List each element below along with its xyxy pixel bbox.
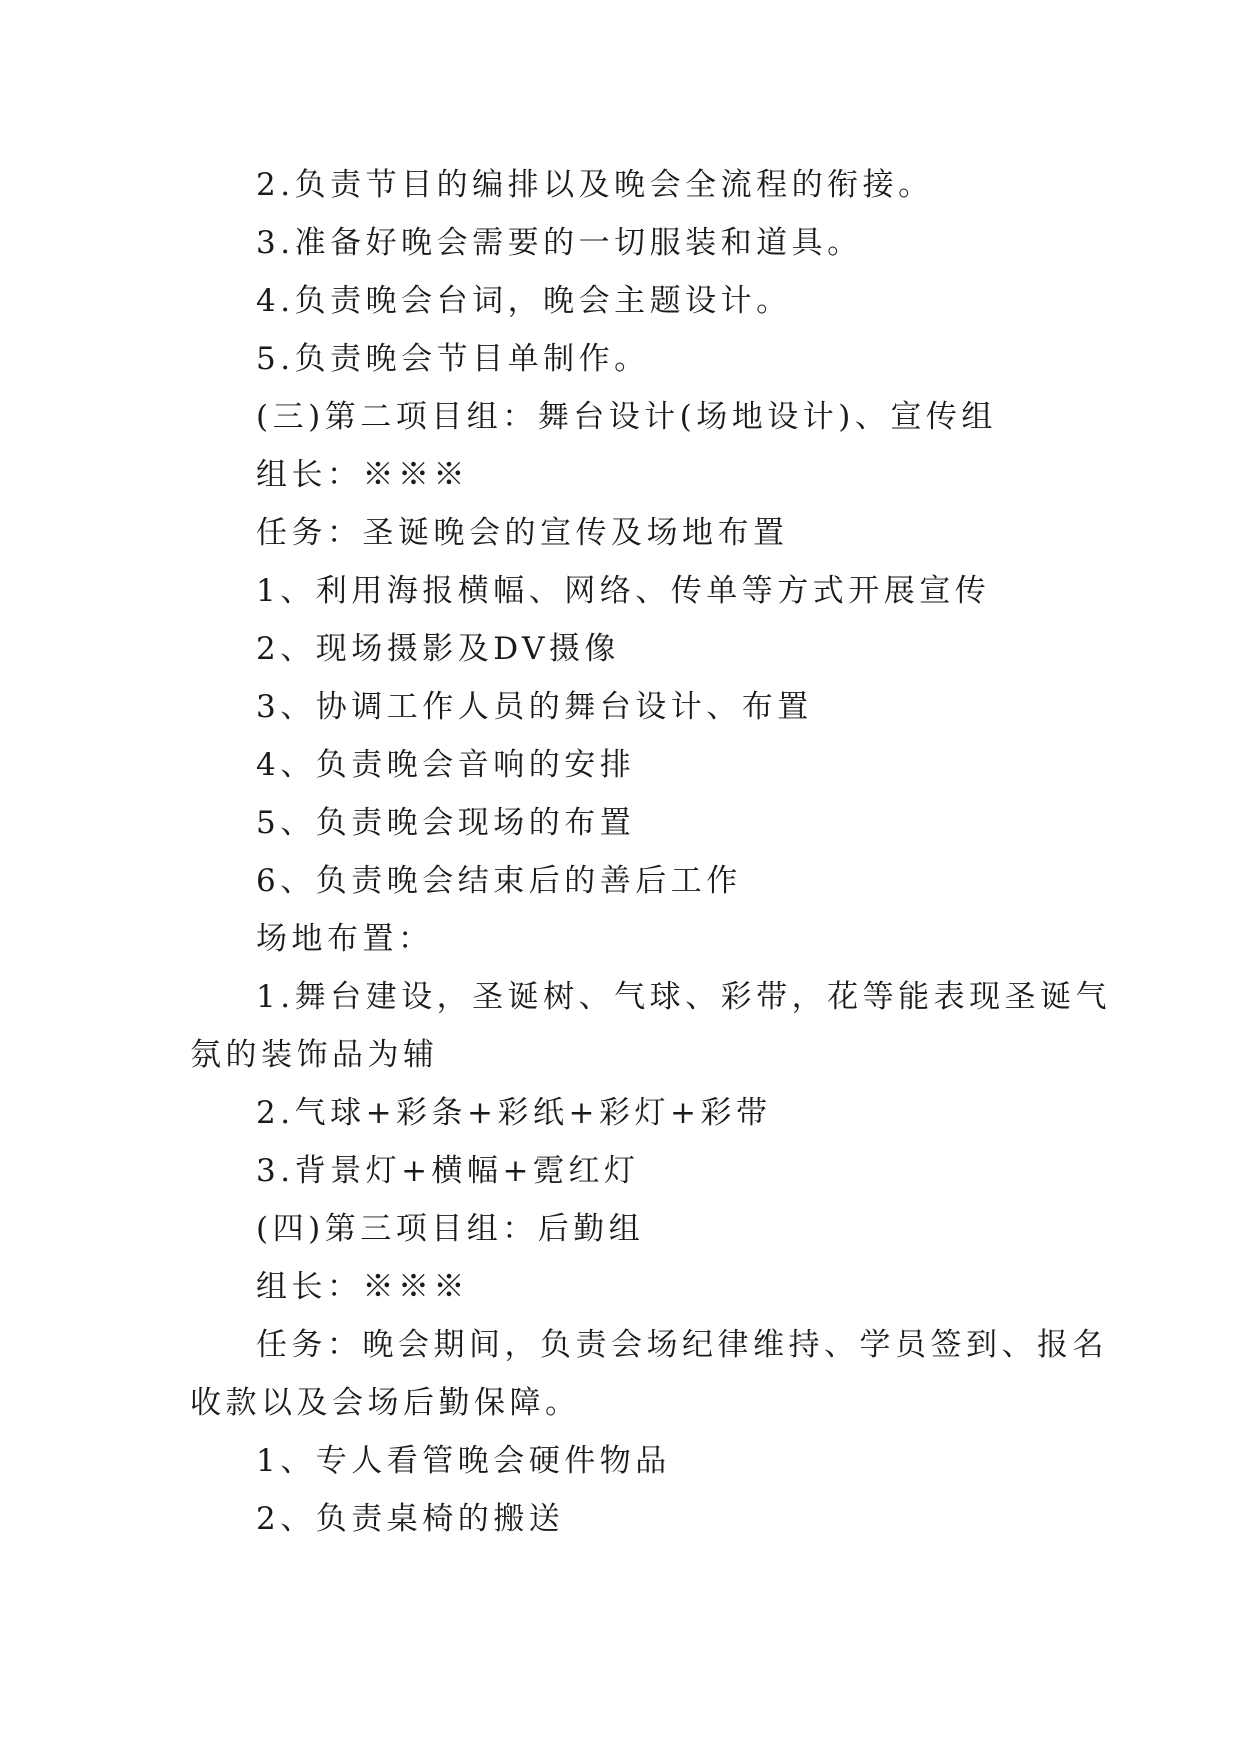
task-line-continued: 收款以及会场后勤保障。 bbox=[190, 1385, 581, 1421]
task-item-6: 6、负责晚会结束后的善后工作 bbox=[256, 863, 742, 899]
task-item-3: 3、协调工作人员的舞台设计、布置 bbox=[256, 689, 813, 725]
text-line-item-5: 5.负责晚会节目单制作。 bbox=[256, 341, 650, 377]
task-item-2: 2、现场摄影及DV摄像 bbox=[256, 631, 620, 667]
task-item-5: 5、负责晚会现场的布置 bbox=[256, 805, 636, 841]
venue-item-3: 3.背景灯+横幅+霓红灯 bbox=[256, 1153, 640, 1189]
venue-item-1: 1.舞台建设，圣诞树、气球、彩带，花等能表现圣诞气 bbox=[256, 979, 1112, 1015]
venue-item-1-continued: 氛的装饰品为辅 bbox=[190, 1037, 439, 1073]
section-heading-group-two: (三)第二项目组：舞台设计(场地设计)、宣传组 bbox=[256, 399, 997, 435]
text-line-item-3: 3.准备好晚会需要的一切服装和道具。 bbox=[256, 225, 863, 261]
venue-item-2: 2.气球+彩条+彩纸+彩灯+彩带 bbox=[256, 1095, 772, 1131]
logistics-item-2: 2、负责桌椅的搬送 bbox=[256, 1501, 565, 1537]
text-line-item-4: 4.负责晚会台词，晚会主题设计。 bbox=[256, 283, 792, 319]
task-line: 任务：晚会期间，负责会场纪律维持、学员签到、报名 bbox=[256, 1327, 1108, 1363]
task-item-1: 1、利用海报横幅、网络、传单等方式开展宣传 bbox=[256, 573, 991, 609]
group-leader-line: 组长：※※※ bbox=[256, 1269, 469, 1305]
logistics-item-1: 1、专人看管晚会硬件物品 bbox=[256, 1443, 671, 1479]
section-heading-group-three: (四)第三项目组：后勤组 bbox=[256, 1211, 645, 1247]
group-leader-line: 组长：※※※ bbox=[256, 457, 469, 493]
venue-layout-heading: 场地布置： bbox=[256, 921, 434, 957]
task-line: 任务：圣诞晚会的宣传及场地布置 bbox=[256, 515, 789, 551]
task-item-4: 4、负责晚会音响的安排 bbox=[256, 747, 636, 783]
text-line-item-2: 2.负责节目的编排以及晚会全流程的衔接。 bbox=[256, 167, 934, 203]
